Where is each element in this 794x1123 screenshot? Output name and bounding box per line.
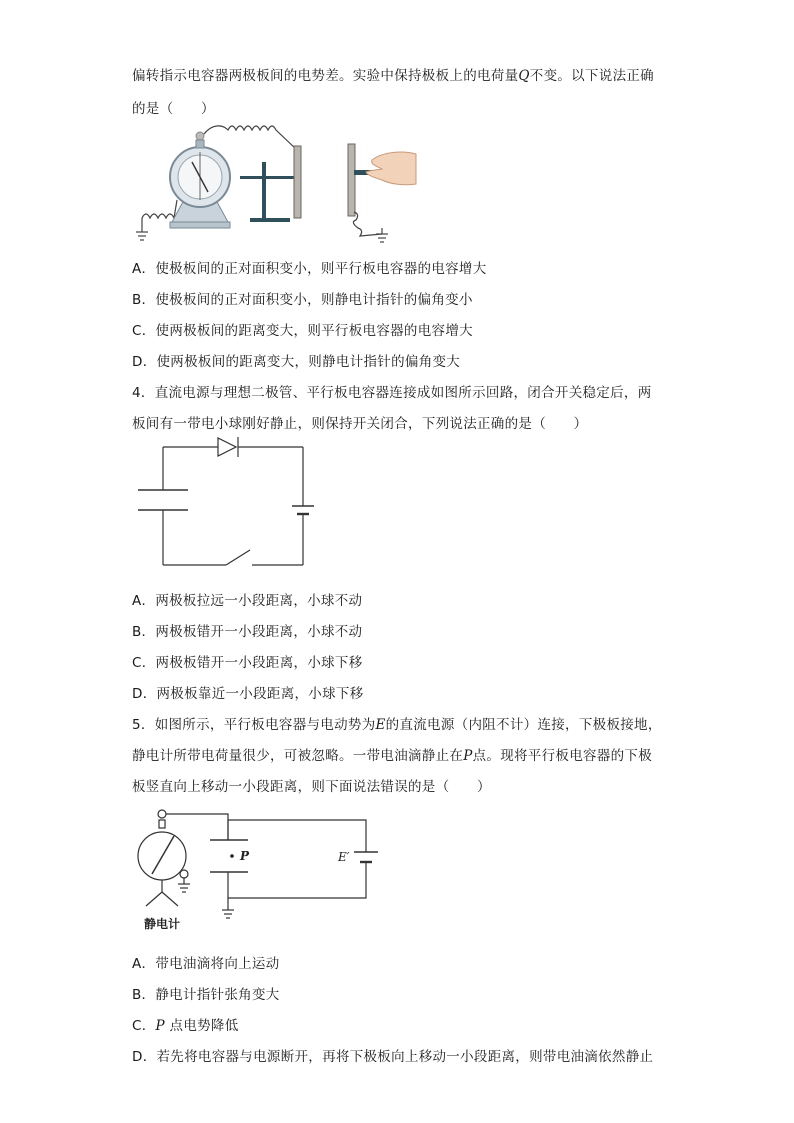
q5-var-p: P [463, 748, 473, 764]
q3-stem-line1 [132, 64, 654, 84]
electrometer [170, 132, 230, 228]
q4-stem-line2: 板间有一带电小球刚好静止，则保持开关闭合，下列说法正确的是（ ） [132, 416, 588, 432]
electrometer-label: 静电计 [144, 917, 181, 931]
q5-option-c [132, 1014, 239, 1034]
oil-drop-point [230, 854, 234, 858]
emf-label: E′ [338, 850, 350, 864]
q5-option-c-var: P [155, 1018, 165, 1034]
q3-option-c: C．使两极板间的距离变大，则平行板电容器的电容增大 [132, 323, 473, 339]
hand-icon [354, 152, 416, 185]
q5-circuit-diagram [132, 806, 392, 936]
q5-option-c-text: 点电势降低 [164, 1018, 239, 1034]
battery-symbol [354, 852, 378, 862]
q4-option-d: D．两极板靠近一小段距离，小球下移 [132, 686, 364, 702]
ground-symbol-right [376, 228, 388, 242]
q5-stem-line1 [132, 713, 662, 733]
q5-stem-text-b: 的直流电源（内阻不计）连接，下极板接地， [385, 717, 662, 733]
q3-option-b: B．使极板间的正对面积变小，则静电计指针的偏角变小 [132, 292, 473, 308]
q4-circuit-diagram [130, 432, 320, 572]
q3-figure [132, 122, 422, 247]
ground-symbol-left [136, 218, 148, 240]
q3-option-a: A．使极板间的正对面积变小，则平行板电容器的电容增大 [132, 261, 487, 277]
q3-stem-line2: 的是（ ） [132, 101, 215, 117]
q5-option-b: B．静电计指针张角变大 [132, 987, 280, 1003]
q4-stem-line1: 4．直流电源与理想二极管、平行板电容器连接成如图所示回路，闭合开关稳定后，两 [132, 385, 652, 401]
q5-option-d: D．若先将电容器与电源断开，再将下极板向上移动一小段距离，则带电油滴依然静止 [132, 1049, 654, 1065]
q5-stem-text-a: 5．如图所示，平行板电容器与电动势为 [132, 717, 376, 733]
diode-symbol [218, 437, 238, 457]
q3-stem-text-b: 不变。以下说法正确 [529, 68, 654, 84]
movable-plate [348, 144, 355, 216]
point-p-label: P [240, 849, 250, 863]
q5-option-c-prefix: C． [132, 1018, 156, 1034]
q5-stem-line3: 板竖直向上移动一小段距离，则下面说法错误的是（ ） [132, 779, 491, 795]
q5-stem-line2 [132, 744, 652, 764]
q5-var-e: E [375, 717, 386, 733]
q3-stem-text: 偏转指示电容器两极板间的电势差。实验中保持极板上的电荷量 [132, 68, 519, 84]
q3-var-q: Q [518, 68, 530, 84]
coil-wire-left [142, 200, 177, 218]
q4-option-a: A．两极板拉远一小段距离，小球不动 [132, 593, 363, 609]
q4-option-c: C．两极板错开一小段距离，小球下移 [132, 655, 363, 671]
q5-stem-text-c: 静电计所带电荷量很少，可被忽略。一带电油滴静止在 [132, 748, 464, 764]
coil-wire-right [353, 212, 382, 236]
q5-stem-text-d: 点。现将平行板电容器的下极 [472, 748, 652, 764]
plate-stand [240, 146, 301, 222]
coil-wire-top [204, 126, 297, 150]
battery-symbol [292, 506, 314, 514]
q3-option-d: D．使两极板间的距离变大，则静电计指针的偏角变大 [132, 354, 461, 370]
q4-option-b: B．两极板错开一小段距离，小球不动 [132, 624, 363, 640]
q5-option-a: A．带电油滴将向上运动 [132, 956, 280, 972]
